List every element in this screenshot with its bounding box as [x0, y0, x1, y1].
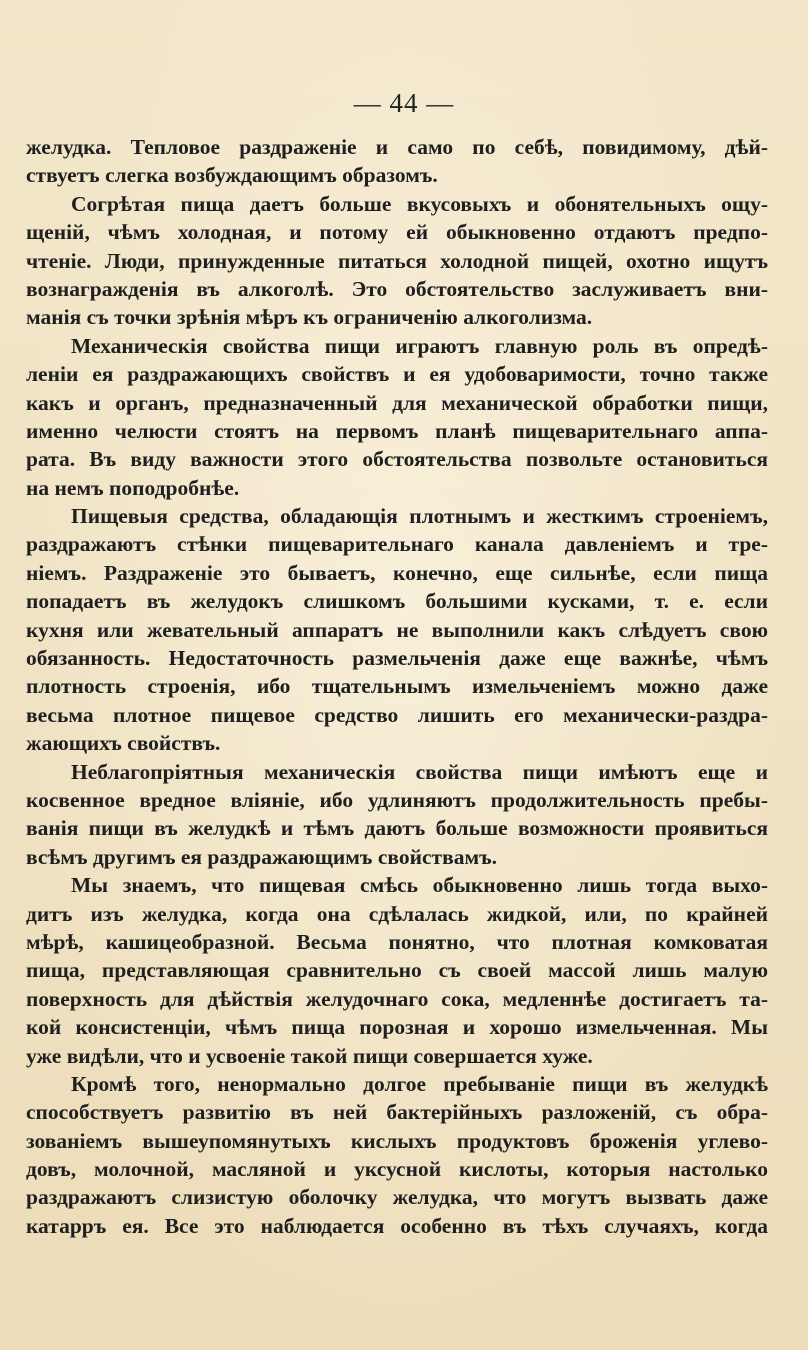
text-line: Мы знаемъ, что пищевая смѣсь обыкновенно лишь тогда выхо- [71, 873, 768, 898]
text-line: леніи ея раздражающихъ свойствъ и ея удобоваримости, точно также [26, 362, 768, 387]
text-line: катарръ ея. Все это наблюдается особенно въ тѣхъ случаяхъ, когда [26, 1213, 768, 1238]
text-line: дитъ изъ желудка, когда она сдѣлалась жидкой, или, по крайней [26, 901, 768, 926]
text-line: именно челюсти стоятъ на первомъ планѣ пищеварительнаго аппа- [26, 418, 768, 443]
text-line: довъ, молочной, масляной и уксусной кислоты, которыя настолько [26, 1157, 768, 1182]
text-line: пища, представляющая сравнительно съ своей массой лишь малую [26, 958, 768, 983]
text-line: способствуетъ развитію въ ней бактерійныхъ разложеній, съ обра- [26, 1100, 768, 1125]
body-text [26, 133, 768, 1240]
text-line: мѣрѣ, кашицеобразной. Весьма понятно, что плотная комковатая [26, 929, 768, 954]
text-line: ванія пищи въ желудкѣ и тѣмъ даютъ больше возможности проявиться [26, 816, 768, 841]
text-line: раздражаютъ слизистую оболочку желудка, что могутъ вызвать даже [26, 1185, 768, 1210]
text-line: манія съ точки зрѣнія мѣръ къ ограниченію алкоголизма. [26, 305, 593, 330]
text-line: всѣмъ другимъ ея раздражающимъ свойствамъ. [26, 844, 497, 869]
text-line: чтеніе. Люди, принужденные питаться холодной пищей, охотно ищутъ [26, 248, 768, 273]
text-line: Пищевыя средства, обладающія плотнымъ и жесткимъ строеніемъ, [71, 504, 768, 529]
text-line: раздражаютъ стѣнки пищеварительнаго канала давленіемъ и тре- [26, 532, 768, 557]
page-number: — 44 — [353, 88, 455, 118]
text-line: жающихъ свойствъ. [26, 731, 221, 756]
text-line: весьма плотное пищевое средство лишить его механически-раздра- [26, 702, 768, 727]
text-line: обязанность. Недостаточность размельченія даже еще важнѣе, чѣмъ [26, 646, 768, 671]
text-line: кухня или жевательный аппаратъ не выполнили какъ слѣдуетъ свою [26, 617, 768, 642]
text-line: желудка. Тепловое раздраженіе и само по себѣ, повидимому, дѣй- [26, 135, 768, 159]
text-line: рата. Въ виду важности этого обстоятельства позвольте остановиться [26, 447, 768, 472]
text-line: на немъ поподробнѣе. [26, 475, 240, 500]
text-line: зованіемъ вышеупомянутыхъ кислыхъ продуктовъ броженія углево- [26, 1128, 768, 1153]
text-line: ніемъ. Раздраженіе это бываетъ, конечно, еще сильнѣе, если пища [26, 560, 768, 585]
text-line: поверхность для дѣйствія желудочнаго сока, медленнѣе достигаетъ та- [26, 986, 768, 1011]
text-line: щеній, чѣмъ холодная, и потому ей обыкновенно отдаютъ предпо- [26, 220, 768, 245]
text-line: Механическія свойства пищи играютъ главную роль въ опредѣ- [71, 333, 768, 358]
text-line: уже видѣли, что и усвоеніе такой пищи совершается хуже. [26, 1043, 593, 1068]
text-line: Неблагопріятныя механическія свойства пищи имѣютъ еще и [71, 759, 768, 784]
text-line: плотность строенія, ибо тщательнымъ измельченіемъ можно даже [26, 674, 768, 699]
text-line: Кромѣ того, ненормально долгое пребываніе пищи въ желудкѣ [71, 1071, 768, 1096]
text-line: кой консистенціи, чѣмъ пища порозная и хорошо измельченная. Мы [26, 1015, 768, 1040]
text-line: Согрѣтая пища даетъ больше вкусовыхъ и обонятельныхъ ощу- [71, 191, 768, 216]
text-line: косвенное вредное вліяніе, ибо удлиняютъ продолжительность пребы- [26, 787, 768, 812]
text-line: какъ и органъ, предназначенный для механической обработки пищи, [26, 390, 768, 415]
text-line: попадаетъ въ желудокъ слишкомъ большими кусками, т. е. если [26, 589, 768, 614]
text-line: вознагражденія въ алкоголѣ. Это обстоятельство заслуживаетъ вни- [26, 276, 768, 301]
text-line: ствуетъ слегка возбуждающимъ образомъ. [26, 163, 438, 188]
